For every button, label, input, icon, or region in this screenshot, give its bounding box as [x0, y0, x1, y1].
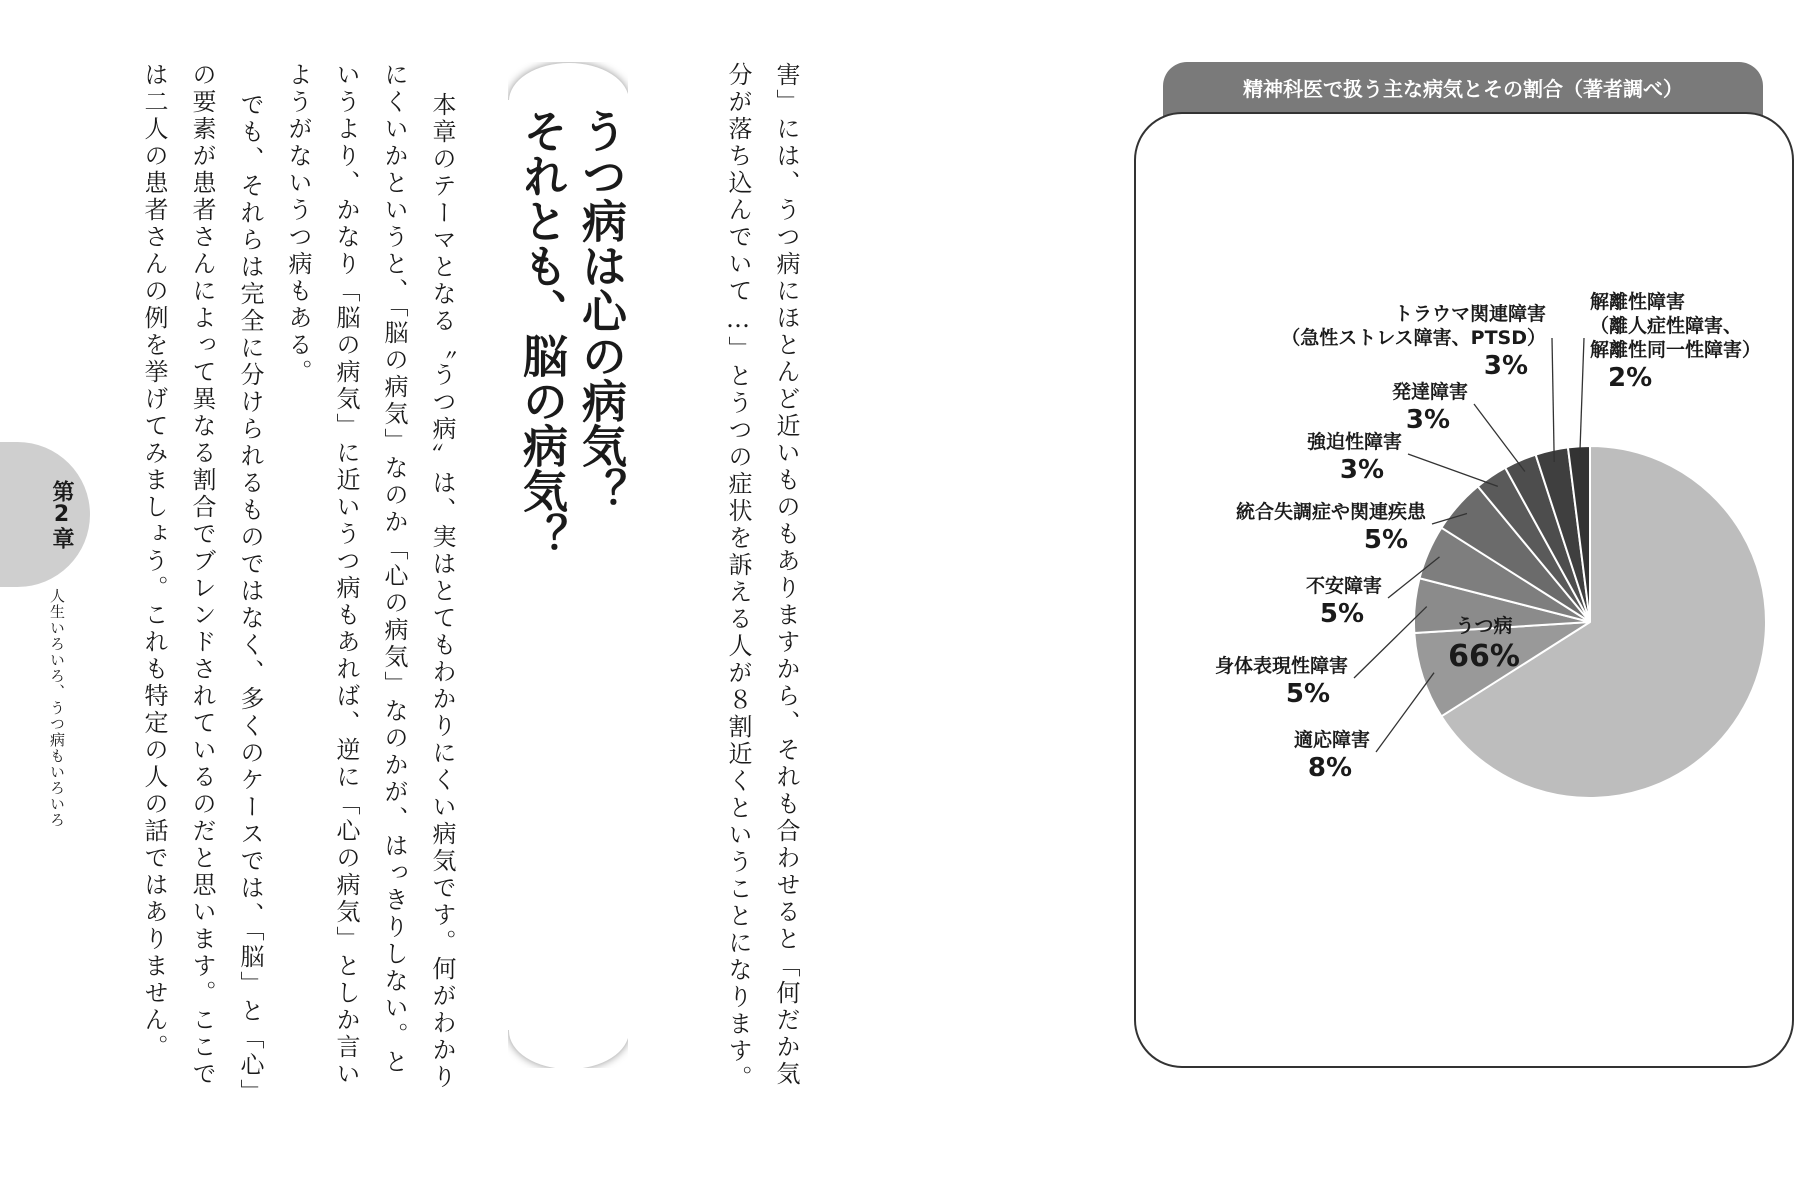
slice-name-text: 強迫性障害	[1306, 431, 1402, 453]
slice-value-text: 66%	[1448, 639, 1520, 674]
running-title: 人生いろいろ、うつ病もいろいろ	[48, 588, 66, 828]
slice-label-1	[1294, 728, 1370, 783]
body-paragraph-line-2: にくいかというと、「脳の病気」なのか「心の病気」なのかが、はっきりしない。と	[380, 62, 408, 1076]
body-paragraph-line-6: の要素が患者さんによって異なる割合でブレンドされているのだと思います。ここで	[188, 62, 216, 1088]
slice-value-text: 3%	[1483, 351, 1529, 381]
slice-name-text: 解離性障害	[1590, 291, 1686, 313]
leader-line-6	[1474, 404, 1525, 471]
slice-label-6	[1392, 380, 1468, 435]
slice-label-3	[1306, 574, 1382, 629]
leader-line-7	[1552, 338, 1554, 462]
pie-chart	[1134, 112, 1794, 1068]
slice-name-text: うつ病	[1455, 615, 1513, 637]
slice-value-text: 5%	[1285, 679, 1331, 709]
slice-name-text: 統合失調症や関連疾患	[1235, 501, 1426, 523]
slice-label-7	[1281, 302, 1546, 381]
body-paragraph-line-4: ようがないうつ病もある。	[284, 62, 312, 386]
heading-cap-bottom	[508, 1030, 628, 1068]
slice-name-text: （急性ストレス障害、PTSD）	[1281, 327, 1546, 349]
slice-label-2	[1215, 654, 1348, 709]
slice-name-text: （離人症性障害、	[1590, 315, 1743, 337]
slice-label-0	[1448, 614, 1520, 674]
chart-title: 精神科医で扱う主な病気とその割合（著者調べ）	[1163, 62, 1763, 116]
heading-cap-top	[508, 62, 628, 100]
slice-value-text: 3%	[1405, 405, 1451, 435]
slice-value-text: 3%	[1339, 455, 1385, 485]
slice-label-4	[1236, 500, 1427, 555]
leader-line-5	[1408, 454, 1498, 486]
body-line-continuation-2: 分が落ち込んでいて…」とうつの症状を訴える人が８割近くということになります。	[724, 62, 752, 1092]
slice-value-text: 8%	[1307, 753, 1353, 783]
chapter-label: 第2章	[49, 480, 74, 549]
slice-name-text: 不安障害	[1305, 575, 1382, 597]
slice-value-text: 5%	[1319, 599, 1365, 629]
slice-label-5	[1307, 430, 1402, 485]
body-paragraph-line-1: 本章のテーマとなる〝うつ病〟は、実はとてもわかりにくい病気です。何がわかり	[428, 92, 456, 1091]
leader-line-1	[1376, 673, 1434, 752]
slice-name-text: トラウマ関連障害	[1393, 303, 1546, 325]
slice-name-text: 適応障害	[1293, 729, 1370, 751]
section-heading-line-1: うつ病は心の病気？	[574, 108, 627, 513]
slice-value-text: 5%	[1363, 525, 1409, 555]
slice-label-8	[1590, 290, 1761, 393]
slice-name-text: 解離性同一性障害）	[1590, 339, 1762, 361]
body-paragraph-line-5: でも、それらは完全に分けられるものではなく、多くのケースでは、「脳」と「心」	[236, 92, 264, 1106]
body-paragraph-line-7: は二人の患者さんの例を挙げてみましょう。これも特定の人の話ではありません。	[140, 62, 168, 1061]
slice-name-text: 身体表現性障害	[1214, 655, 1348, 677]
body-paragraph-line-3: いうより、かなり「脳の病気」に近いうつ病もあれば、逆に「心の病気」としか言い	[332, 62, 360, 1088]
section-heading-line-2: それとも、脳の病気？	[515, 108, 568, 558]
leader-line-8	[1580, 338, 1584, 458]
slice-value-text: 2%	[1608, 363, 1653, 393]
body-line-continuation-1: 害」には、うつ病にほとんど近いものもありますから、それも合わせると「何だか気	[772, 62, 800, 1088]
slice-name-text: 発達障害	[1391, 381, 1468, 403]
